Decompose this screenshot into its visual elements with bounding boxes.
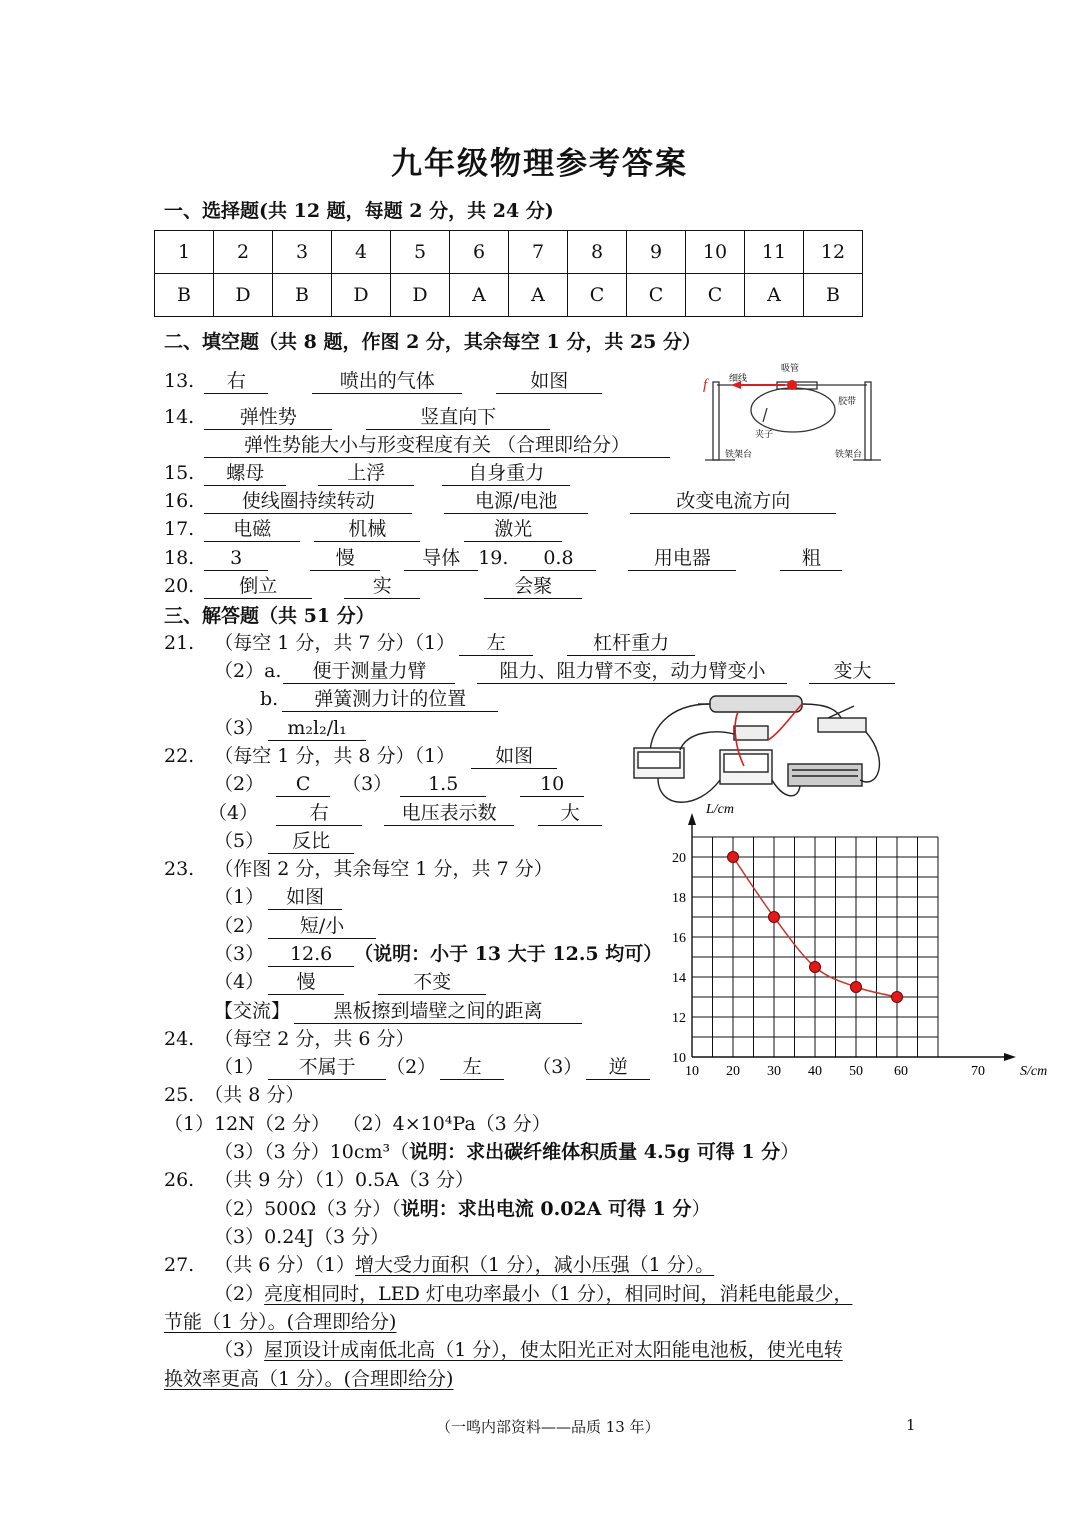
table-cell-answer: A	[509, 274, 568, 317]
table-cell-number: 12	[804, 231, 863, 274]
table-row-numbers	[155, 231, 863, 274]
q21-line2: （2）a. 便于测量力臂 阻力、阻力臂不变，动力臂变小 变大	[214, 658, 895, 684]
straw-dot	[787, 380, 797, 390]
x-tick-label: 30	[767, 1064, 781, 1079]
q23-graph	[660, 802, 1048, 1085]
q22-line2: （2） C （3） 1.5 10	[214, 771, 584, 797]
q25-line0: 25. （共 8 分）	[164, 1084, 305, 1106]
footer-text: （一鸣内部资料——品质 13 年）	[436, 1418, 660, 1436]
y-tick-label: 16	[672, 931, 686, 946]
q24-line0: 24. （每空 2 分，共 6 分）	[164, 1028, 415, 1050]
table-cell-number: 1	[155, 231, 214, 274]
q21-line3: b. 弹簧测力计的位置	[260, 686, 498, 712]
page-title: 九年级物理参考答案	[391, 146, 688, 182]
table-cell-number: 4	[332, 231, 391, 274]
label-straw: 吸管	[781, 363, 800, 373]
label-string: 细线	[729, 373, 748, 383]
battery	[710, 696, 802, 712]
q23-line1: （1） 如图	[214, 884, 342, 910]
table-row-answers	[155, 274, 863, 317]
q22-line4: （5） 反比	[214, 828, 354, 854]
resistor	[734, 726, 768, 740]
rheostat	[788, 764, 862, 786]
q21-line1: 21. （每空 1 分，共 7 分）（1） 左 杠杆重力	[164, 630, 695, 656]
q23-line4: （4） 慢 不变	[214, 969, 486, 995]
table-cell-answer: A	[450, 274, 509, 317]
q25-line1: （1）12N（2 分） （2）4×10⁴Pa（3 分）	[164, 1113, 551, 1135]
q16-line: 16. 使线圈持续转动 电源/电池 改变电流方向	[164, 488, 836, 514]
y-tick-label: 20	[672, 851, 686, 866]
x-tick-label: 10	[685, 1064, 699, 1079]
page-number: 1	[906, 1416, 916, 1434]
table-cell-number: 2	[214, 231, 273, 274]
table-cell-answer: A	[745, 274, 804, 317]
q22-line3: （4） 右 电压表示数 大	[208, 800, 602, 826]
x-tick-label: 40	[808, 1064, 822, 1079]
y-tick-label: 12	[672, 1011, 686, 1026]
q27-line3b: 换效率更高（1 分）。(合理即给分)	[164, 1368, 454, 1390]
force-label: f	[703, 377, 708, 393]
data-point	[728, 852, 739, 863]
balloon	[751, 388, 835, 432]
q26-line1: 26. （共 9 分）（1）0.5A（3 分）	[164, 1169, 475, 1191]
answer-table	[154, 230, 863, 317]
q20-line: 20. 倒立 实 会聚	[164, 573, 582, 599]
q26-line3: （3）0.24J（3 分）	[214, 1226, 390, 1248]
y-tick-label: 14	[672, 971, 686, 986]
x-tick-label: 20	[726, 1064, 740, 1079]
table-cell-number: 3	[273, 231, 332, 274]
label-stand-right: 铁架台	[835, 449, 863, 459]
table-cell-number: 7	[509, 231, 568, 274]
q14-line2: 弹性势能大小与形变程度有关 （合理即给分）	[204, 432, 670, 458]
label-tape: 胶带	[838, 396, 857, 406]
q23-line3: （3） 12.6 （说明：小于 13 大于 12.5 均可）	[214, 943, 663, 965]
q23-line2: （2） 短/小	[214, 913, 376, 939]
q18-line: 18. 3 慢 导体 19. 0.8 用电器 粗	[164, 545, 842, 571]
q13-line: 13. 右 喷出的气体 如图	[164, 368, 602, 394]
q21-line4: （3） m₂l₂/l₁	[214, 715, 366, 741]
q22-line1: 22. （每空 1 分，共 8 分）（1） 如图	[164, 743, 557, 769]
q27-line1: 27. （共 6 分）（1）增大受力面积（1 分），减小压强（1 分）。	[164, 1254, 715, 1276]
table-cell-answer: B	[273, 274, 332, 317]
q24-line1: （1） 不属于 （2） 左 （3） 逆	[214, 1054, 650, 1080]
label-clip: 夹子	[755, 429, 774, 439]
q23-line0: 23. （作图 2 分，其余每空 1 分，共 7 分）	[164, 858, 553, 880]
table-cell-answer: D	[214, 274, 273, 317]
section1-heading: 一、选择题(共 12 题，每题 2 分，共 24 分)	[164, 200, 554, 222]
q13-apparatus-figure	[695, 360, 885, 470]
table-cell-answer: D	[332, 274, 391, 317]
data-point	[851, 982, 862, 993]
q14-line: 14. 弹性势 竖直向下	[164, 404, 550, 430]
q27-line3: （3）屋顶设计成南低北高（1 分），使太阳光正对太阳能电池板，使光电转	[214, 1339, 843, 1361]
x-tick-label: 70	[971, 1064, 985, 1079]
table-cell-answer: D	[391, 274, 450, 317]
clip	[763, 408, 767, 422]
section2-heading: 二、填空题（共 8 题，作图 2 分，其余每空 1 分，共 25 分）	[164, 331, 702, 353]
switch	[818, 718, 866, 732]
table-cell-answer: C	[686, 274, 745, 317]
data-point	[810, 962, 821, 973]
q22-circuit-figure	[628, 690, 890, 822]
y-tick-label: 10	[672, 1051, 686, 1066]
section3-heading: 三、解答题（共 51 分）	[164, 605, 375, 627]
table-cell-number: 8	[568, 231, 627, 274]
data-point	[769, 912, 780, 923]
q23-line5: 【交流】 黑板擦到墙壁之间的距离	[214, 998, 582, 1024]
y-tick-label: 18	[672, 891, 686, 906]
q17-line: 17. 电磁 机械 激光	[164, 516, 562, 542]
q26-line2: （2）500Ω（3 分）（说明：求出电流 0.02A 可得 1 分）	[214, 1198, 711, 1220]
table-cell-answer: C	[568, 274, 627, 317]
table-cell-number: 11	[745, 231, 804, 274]
q27-line2: （2）亮度相同时，LED 灯电功率最小（1 分），相同时间，消耗电能最少，	[214, 1283, 853, 1305]
table-cell-answer: C	[627, 274, 686, 317]
table-cell-number: 5	[391, 231, 450, 274]
table-cell-answer: B	[155, 274, 214, 317]
right-stand-rod	[865, 382, 871, 460]
table-cell-number: 9	[627, 231, 686, 274]
x-tick-label: 60	[894, 1064, 908, 1079]
y-axis-label: L/cm	[706, 802, 734, 817]
table-cell-number: 6	[450, 231, 509, 274]
x-axis-arrow	[1004, 1053, 1016, 1061]
q15-line: 15. 螺母 上浮 自身重力	[164, 460, 570, 486]
label-stand-left: 铁架台	[725, 449, 753, 459]
q25-line2: （3）（3 分）10cm³（说明：求出碳纤维体积质量 4.5g 可得 1 分）	[214, 1141, 800, 1163]
data-point	[892, 992, 903, 1003]
q27-line2b: 节能（1 分）。(合理即给分)	[164, 1311, 397, 1333]
x-tick-label: 50	[849, 1064, 863, 1079]
x-axis-label: S/cm	[1020, 1064, 1048, 1079]
table-cell-number: 10	[686, 231, 745, 274]
table-cell-answer: B	[804, 274, 863, 317]
left-stand-rod	[713, 382, 719, 460]
